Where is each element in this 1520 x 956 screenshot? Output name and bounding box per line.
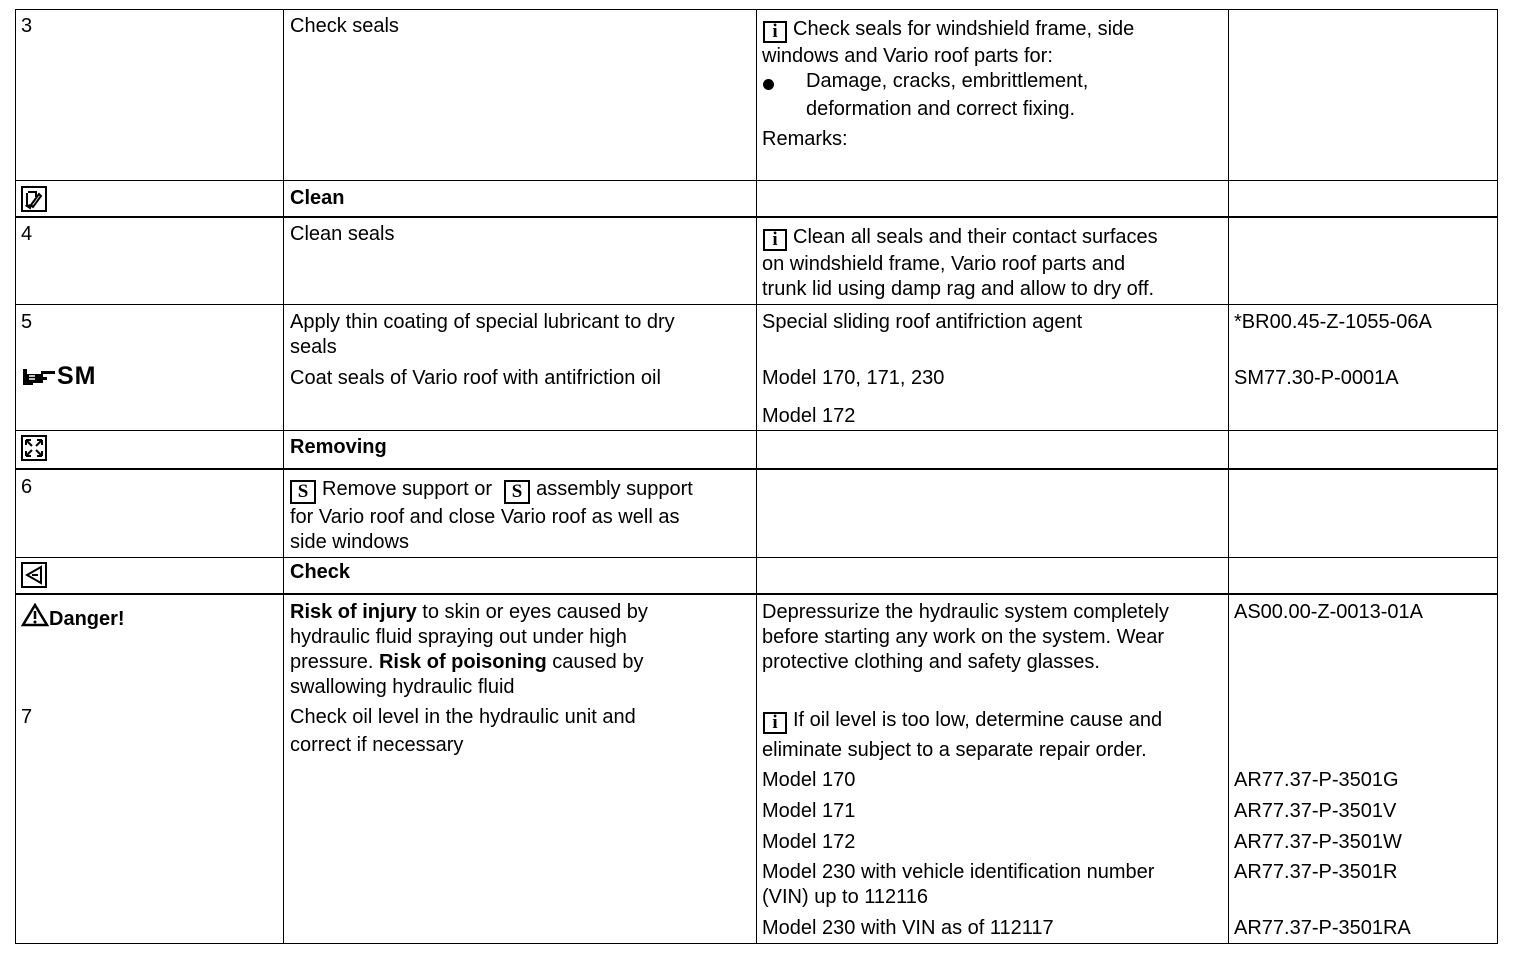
- support-icon: S: [504, 480, 530, 504]
- bullet-line: deformation and correct fixing.: [806, 98, 1076, 120]
- section-title-removing: Removing: [290, 436, 387, 458]
- row-divider: [15, 216, 1498, 218]
- reference-link[interactable]: AR77.37-P-3501RA: [1234, 917, 1411, 939]
- reference-link[interactable]: *BR00.45-Z-1055-06A: [1234, 311, 1432, 333]
- info-note: [763, 17, 1134, 43]
- removing-icon: [21, 435, 47, 461]
- info-icon: i: [763, 712, 787, 734]
- step-number: 4: [21, 223, 33, 245]
- danger-line: [290, 650, 643, 675]
- step-number: 7: [21, 706, 33, 728]
- info-note: [763, 708, 1162, 734]
- note-line: on windshield frame, Vario roof parts and: [762, 253, 1126, 275]
- risk-label: Risk of poisoning: [378, 651, 547, 673]
- step-number: 5: [21, 311, 33, 333]
- remarks-label: Remarks:: [762, 128, 848, 150]
- section-title-check: Check: [290, 561, 351, 583]
- action-text: assembly support: [536, 478, 693, 500]
- model-name: Model 172: [762, 405, 856, 427]
- step-action: Coat seals of Vario roof with antifriction oil: [290, 367, 661, 389]
- sm-reference: [21, 364, 97, 391]
- row-divider: [15, 430, 1498, 431]
- measure-line: protective clothing and safety glasses.: [762, 651, 1100, 673]
- step-number: 6: [21, 476, 33, 498]
- reference-link[interactable]: AR77.37-P-3501V: [1234, 800, 1397, 822]
- reference-link[interactable]: AR77.37-P-3501R: [1234, 861, 1398, 883]
- row-divider: [15, 468, 1498, 470]
- row-divider: [15, 180, 1498, 181]
- action-text: Remove support or: [322, 478, 493, 500]
- step-action: Clean seals: [290, 223, 395, 245]
- measure-line: Depressurize the hydraulic system completely: [762, 601, 1169, 623]
- note-line: trunk lid using damp rag and allow to dry off.: [762, 278, 1155, 300]
- risk-label: Risk of injury: [290, 601, 417, 623]
- model-name: Model 170: [762, 769, 856, 791]
- bullet-line: Damage, cracks, embrittlement,: [806, 70, 1089, 92]
- clean-icon: [21, 186, 47, 212]
- column-divider: [756, 9, 757, 944]
- step-action: Apply thin coating of special lubricant to dry: [290, 311, 675, 333]
- section-title-clean: Clean: [290, 187, 345, 209]
- step-action: [290, 477, 693, 504]
- reference-link[interactable]: AR77.37-P-3501W: [1234, 831, 1402, 853]
- note-line: Check seals for windshield frame, side: [793, 18, 1135, 40]
- model-name: Model 171: [762, 800, 856, 822]
- reference-link[interactable]: AS00.00-Z-0013-01A: [1234, 601, 1424, 623]
- sm-label: SM: [57, 362, 97, 390]
- reference-link[interactable]: AR77.37-P-3501G: [1234, 769, 1399, 791]
- step-number: 3: [21, 15, 33, 37]
- danger-line: hydraulic fluid spraying out under high: [290, 626, 627, 648]
- model-name: (VIN) up to 112116: [762, 886, 929, 908]
- column-divider: [283, 9, 284, 944]
- bullet-icon: [763, 79, 774, 90]
- measure-line: before starting any work on the system. Wear: [762, 626, 1165, 648]
- danger-text: caused by: [546, 651, 644, 673]
- model-name: Model 172: [762, 831, 856, 853]
- support-icon: S: [290, 480, 316, 504]
- warning-icon: [21, 603, 49, 627]
- info-note: [763, 225, 1158, 251]
- info-icon: i: [763, 229, 787, 251]
- note-line: eliminate subject to a separate repair order.: [762, 739, 1147, 761]
- note-line: windows and Vario roof parts for:: [762, 45, 1053, 67]
- check-icon: [21, 562, 47, 588]
- danger-label: [21, 603, 125, 632]
- step-action: Check seals: [290, 15, 399, 37]
- model-name: Model 170, 171, 230: [762, 367, 945, 389]
- model-name: Model 230 with VIN as of 112117: [762, 917, 1054, 939]
- info-icon: i: [763, 21, 787, 43]
- reference-link[interactable]: SM77.30-P-0001A: [1234, 367, 1399, 389]
- danger-text: pressure.: [290, 651, 379, 673]
- danger-text: Danger!: [49, 608, 125, 630]
- danger-line: swallowing hydraulic fluid: [290, 676, 515, 698]
- step-action: seals: [290, 336, 337, 358]
- step-action: Check oil level in the hydraulic unit and: [290, 706, 636, 728]
- row-divider: [15, 557, 1498, 558]
- step-action: side windows: [290, 531, 409, 553]
- note-line: If oil level is too low, determine cause and: [793, 709, 1163, 731]
- note-line: Clean all seals and their contact surfaces: [793, 226, 1158, 248]
- row-divider: [15, 304, 1498, 305]
- step-action: for Vario roof and close Vario roof as well as: [290, 506, 680, 528]
- row-divider: [15, 593, 1498, 595]
- danger-line: [290, 600, 648, 625]
- model-name: Model 230 with vehicle identification number: [762, 861, 1155, 883]
- agent-name: Special sliding roof antifriction agent: [762, 311, 1083, 333]
- column-divider: [1228, 9, 1229, 944]
- step-action: correct if necessary: [290, 734, 464, 756]
- danger-text: to skin or eyes caused by: [416, 601, 648, 623]
- pointing-hand-icon: [21, 365, 57, 387]
